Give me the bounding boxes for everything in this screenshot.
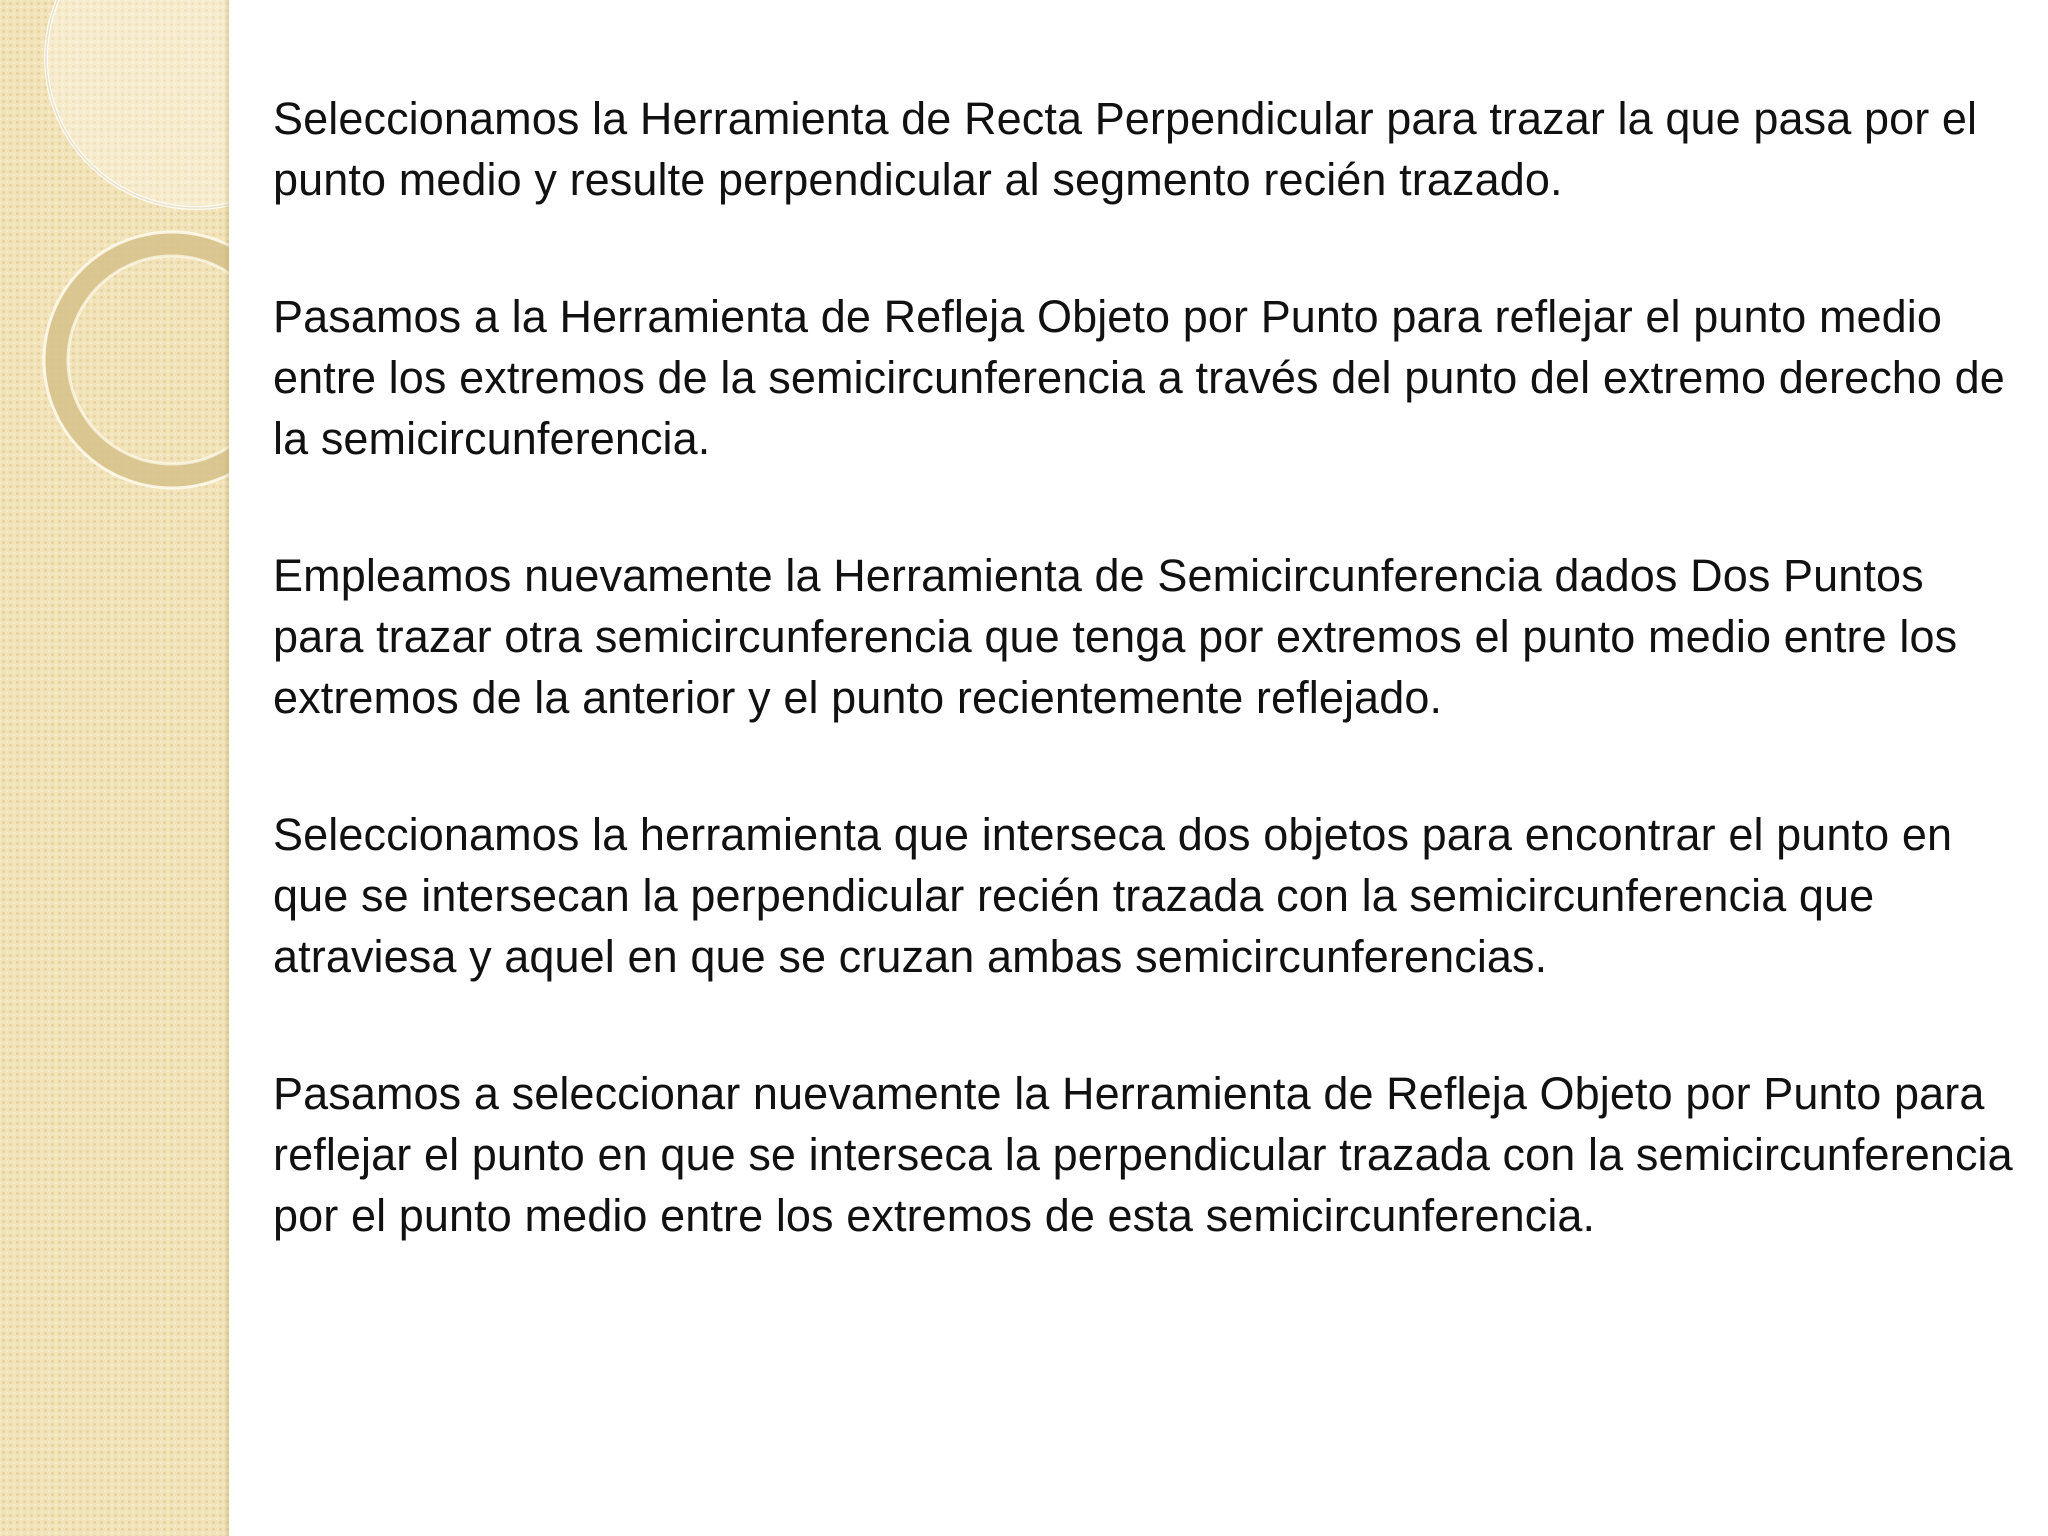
paragraph-5: Pasamos a seleccionar nuevamente la Herramienta de Refleja Objeto por Punto para reflejar el punto en que se interseca la perpendicular trazada con la semicircunferencia por el punto medio entre los extremos de esta semicircunferencia. — [273, 1068, 2013, 1241]
thick-ring-outer-highlight — [44, 232, 229, 488]
thick-ring-decoration — [56, 244, 229, 476]
paragraph-3: Empleamos nuevamente la Herramienta de Semicircunferencia dados Dos Puntos para trazar otra semicircunferencia que tenga por extremos el punto medio entre los extremos de la anterior y el punto recientemente reflejado. — [273, 550, 1958, 723]
paragraph-2: Pasamos a la Herramienta de Refleja Objeto por Punto para reflejar el punto medio entre los extremos de la semicircunferencia a través del punto del extremo derecho de la semicircunferencia. — [273, 291, 2005, 464]
large-ring-decoration — [46, 0, 229, 208]
slide-body — [273, 88, 2013, 1536]
paragraph-1: Seleccionamos la Herramienta de Recta Perpendicular para trazar la que pasa por el punto medio y resulte perpendicular al segmento recién trazado. — [273, 93, 1978, 205]
decorative-side-band — [0, 0, 229, 1536]
decorative-circles — [0, 0, 229, 520]
paragraph-4: Seleccionamos la herramienta que interseca dos objetos para encontrar el punto en que se intersecan la perpendicular recién trazada con la semicircunferencia que atraviesa y aquel en que se cruzan ambas semicircunferencias. — [273, 809, 1953, 982]
